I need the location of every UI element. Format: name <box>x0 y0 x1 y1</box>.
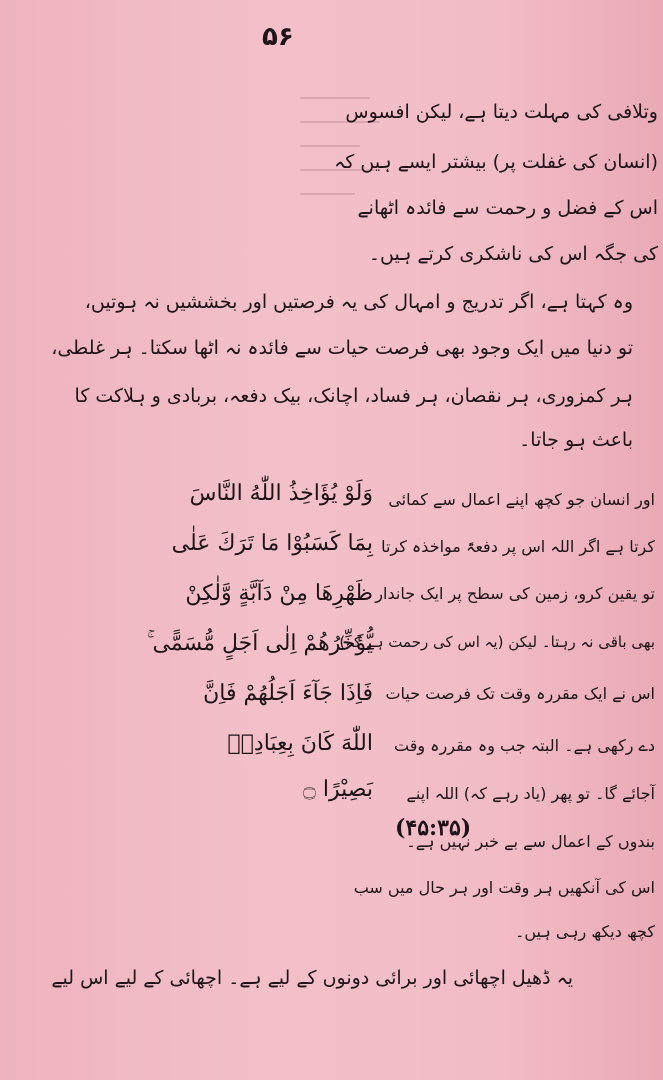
translation-line: بھی باقی نہ رہتا۔ لیکن (یہ اس کی رحمت ہے کہ) <box>339 633 655 651</box>
translation-line: کرتا ہے اگر اللہ اس پر دفعۃً مواخذہ کرتا <box>381 537 655 556</box>
translation-line: اس نے ایک مقررہ وقت تک فرصت حیات <box>385 684 655 703</box>
quran-verse-line: بَصِيْرًا ۝ <box>303 777 373 802</box>
translation-line: بندوں کے اعمال سے بے خبر نہیں ہے۔ <box>406 832 655 851</box>
closing-line: یہ ڈھیل اچھائی اور برائی دونوں کے لیے ہے۔ اچھائی کے لیے اس لیے <box>51 967 573 989</box>
paragraph-2-line: باعث ہو جاتا۔ <box>519 429 633 451</box>
quran-verse-line: ظَهْرِهَا مِنْ دَآبَّةٍ وَّلٰكِنْ <box>185 581 373 606</box>
paragraph-2-line: تو دنیا میں ایک وجود بھی فرصت حیات سے فائدہ نہ اٹھا سکتا۔ ہر غلطی، <box>51 337 633 359</box>
paragraph-1-line: وتلافی کی مہلت دیتا ہے، لیکن افسوس <box>345 101 658 123</box>
paragraph-1-line: (انسان کی غفلت پر) بیشتر ایسے ہیں کہ <box>334 151 658 173</box>
paragraph-2-line: وہ کہتا ہے، اگر تدریج و امہال کی یہ فرصتیں اور بخششیں نہ ہوتیں، <box>84 291 633 313</box>
translation-line: دے رکھی ہے۔ البتہ جب وہ مقررہ وقت <box>393 736 655 755</box>
verse-reference: (۴۵:۳۵) <box>395 815 472 841</box>
translation-line: اس کی آنکھیں ہر وقت اور ہر حال میں سب <box>353 878 655 897</box>
quran-verse-line: وَلَوْ يُؤَاخِذُ اللّٰهُ النَّاسَ <box>189 481 373 506</box>
quran-verse-line: بِمَا كَسَبُوْا مَا تَرَكَ عَلٰى <box>171 531 373 556</box>
paragraph-1-line: کی جگہ اس کی ناشکری کرتے ہیں۔ <box>368 243 658 265</box>
translation-line: کچھ دیکھ رہی ہیں۔ <box>514 922 655 941</box>
quran-verse-line: يُّؤَخِّرُهُمْ اِلٰى اَجَلٍ مُّسَمًّى ۚ <box>147 631 373 656</box>
paragraph-1-line: اس کے فضل و رحمت سے فائدہ اٹھانے <box>357 197 658 219</box>
translation-line: اور انسان جو کچھ اپنے اعمال سے کمائی <box>388 490 655 509</box>
paragraph-2-line: ہر کمزوری، ہر نقصان، ہر فساد، اچانک، بیک دفعہ، بربادی و ہلاکت کا <box>74 385 633 407</box>
translation-line: تو یقین کرو، زمین کی سطح پر ایک جاندار <box>375 584 655 603</box>
page-number: ۵۶ <box>262 22 294 52</box>
translation-line: آجائے گا۔ تو پھر (یاد رہے کہ) اللہ اپنے <box>406 784 655 803</box>
quran-verse-line: فَاِذَا جَآءَ اَجَلُهُمْ فَاِنَّ <box>203 681 373 706</box>
quran-verse-line: اللّٰهَ كَانَ بِعِبَادِهٖ <box>227 731 373 756</box>
